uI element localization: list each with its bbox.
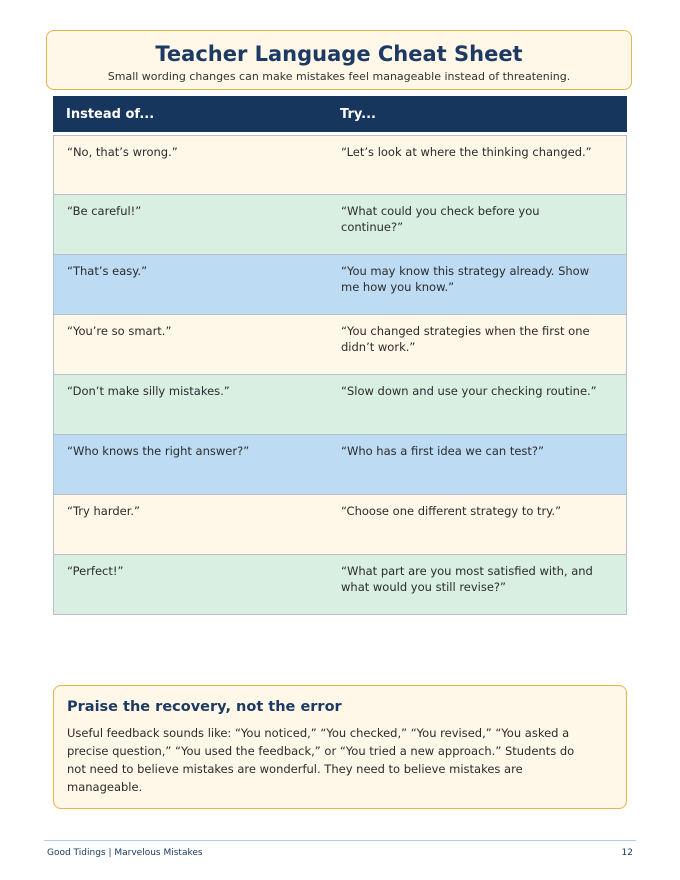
try-cell: “You changed strategies when the first one didn’t work.” <box>341 324 590 354</box>
try-cell: “Slow down and use your checking routine.” <box>341 384 597 398</box>
table-row <box>53 555 627 615</box>
table-row <box>53 375 627 435</box>
table-row <box>53 495 627 555</box>
instead-cell: “Don’t make silly mistakes.” <box>67 384 230 398</box>
instead-cell: “You’re so smart.” <box>67 324 172 338</box>
header-instead-of: Instead of... <box>66 107 155 122</box>
instead-cell: “No, that’s wrong.” <box>67 145 178 159</box>
page-number: 12 <box>621 848 633 858</box>
table-row <box>53 315 627 375</box>
try-cell: “You may know this strategy already. Show me how you know.” <box>341 264 590 294</box>
instead-cell: “Be careful!” <box>67 204 142 218</box>
title-box <box>46 30 632 90</box>
try-cell: “Choose one different strategy to try.” <box>341 504 562 518</box>
table-row <box>53 435 627 495</box>
table-row <box>53 255 627 315</box>
footer-publication: Good Tidings | Marvelous Mistakes <box>47 848 203 858</box>
try-cell: “Let’s look at where the thinking changed.” <box>341 145 592 159</box>
instead-cell: “Try harder.” <box>67 504 141 518</box>
instead-cell: “Who knows the right answer?” <box>67 444 250 458</box>
try-cell: “Who has a first idea we can test?” <box>341 444 544 458</box>
table-row <box>53 135 627 195</box>
instead-cell: “That’s easy.” <box>67 264 148 278</box>
footer-divider <box>44 840 636 841</box>
page-subtitle: Small wording changes can make mistakes feel manageable instead of threatening. <box>107 70 571 83</box>
try-cell: “What could you check before you continue?” <box>341 204 540 234</box>
praise-note-box <box>53 685 627 809</box>
table-row <box>53 195 627 255</box>
instead-cell: “Perfect!” <box>67 564 124 578</box>
page-title: Teacher Language Cheat Sheet <box>155 42 523 66</box>
header-try: Try... <box>340 107 376 122</box>
try-cell: “What part are you most satisfied with, and what would you still revise?” <box>341 564 593 594</box>
language-table <box>53 96 627 615</box>
note-title: Praise the recovery, not the error <box>67 699 342 715</box>
table-header <box>53 96 627 135</box>
note-body: Useful feedback sounds like: “You noticed,” “You checked,” “You revised,” “You asked a precise question,” “You used the feedback,” or “You tried a new approach.” Students do not need to believe mistakes are wonderful. They need to believe mistakes are manageable. <box>67 726 575 794</box>
